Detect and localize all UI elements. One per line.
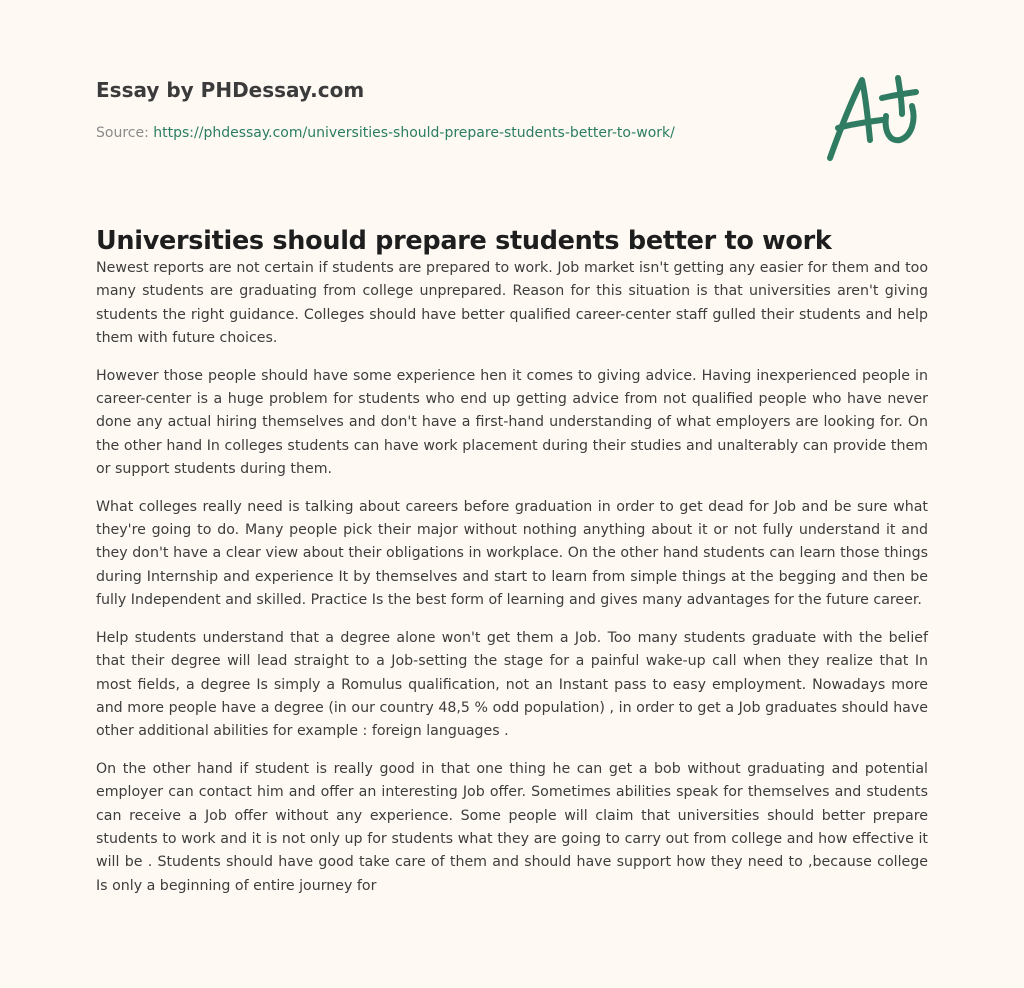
essay-title: Universities should prepare students better to work <box>96 226 832 256</box>
site-brand: Essay by PHDessay.com <box>96 78 365 102</box>
essay-body <box>96 257 928 912</box>
essay-paragraph: However those people should have some experience hen it comes to giving advice. Having inexperienced people in career-center is a huge problem for students who end up getting advice from not qualified people who have never done any actual hiring themselves and don't have a first-hand understanding of what employers are looking for. On the other hand In colleges students can have work placement during their studies and unalterably can provide them or support students during them. <box>96 367 928 478</box>
essay-paragraph: Newest reports are not certain if students are prepared to work. Job market isn't getting any easier for them and too many students are graduating from college unprepared. Reason for this situation is that universities aren't giving students the right guidance. Colleges should have better qualified career-center staff gulled their students and help them with future choices. <box>96 260 928 347</box>
source-line <box>96 125 675 141</box>
a-plus-logo-icon <box>820 70 930 170</box>
essay-paragraph: Help students understand that a degree alone won't get them a Job. Too many students graduate with the belief that their degree will lead straight to a Job-setting the stage for a painful wake-up call when they realize that In most fields, a degree Is simply a Romulus qualification, not an Instant pass to easy employment. Nowadays more and more people have a degree (in our country 48,5 % odd population) , in order to get a Job graduates should have other additional abilities for example : foreign languages . <box>96 629 928 740</box>
source-link[interactable]: https://phdessay.com/universities-should-prepare-students-better-to-work/ <box>153 125 675 141</box>
essay-paragraph: On the other hand if student is really good in that one thing he can get a bob without graduating and potential employer can contact him and offer an interesting Job offer. Sometimes abilities speak for themselves and students can receive a Job offer without any experience. Some people will claim that universities should better prepare students to work and it is not only up for students what they are going to carry out from college and how effective it will be . Students should have good take care of them and should have support how they need to ,because college Is only a beginning of entire journey for <box>96 760 928 894</box>
essay-paragraph: What colleges really need is talking about careers before graduation in order to get dead for Job and be sure what they're going to do. Many people pick their major without nothing anything about it or not fully understand it and they don't have a clear view about their obligations in workplace. On the other hand students can learn those things during Internship and experience It by themselves and start to learn from simple things at the begging and then be fully Independent and skilled. Practice Is the best form of learning and gives many advantages for the future career. <box>96 498 928 609</box>
source-label: Source: <box>96 125 149 141</box>
